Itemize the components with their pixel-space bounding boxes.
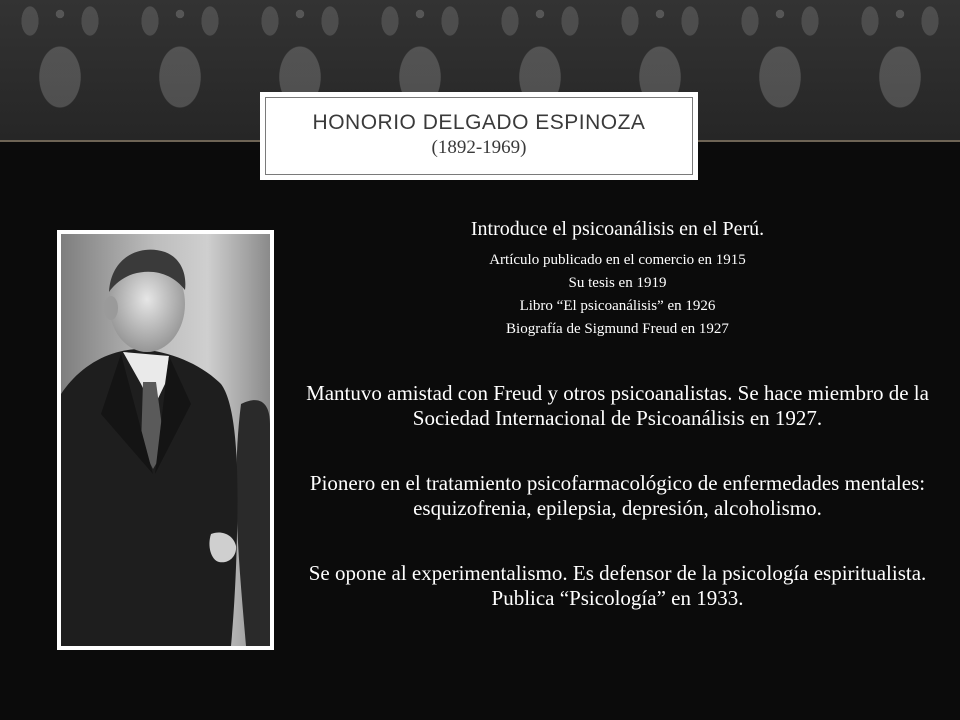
list-item: Su tesis en 1919 — [568, 275, 667, 291]
lead-line: Introduce el psicoanálisis en el Perú. — [470, 218, 765, 240]
slide-subtitle: (1892-1969) — [431, 137, 527, 158]
list-item: Biografía de Sigmund Freud en 1927 — [506, 321, 729, 337]
slide-title: HONORIO DELGADO ESPINOZA — [312, 111, 646, 134]
paragraph: Mantuvo amistad con Freud y otros psicoanalistas. Se hace miembro de la Sociedad Internacional de Psicoanálisis en 1927. — [306, 381, 929, 430]
portrait-illustration — [61, 234, 270, 646]
portrait-photo — [61, 234, 270, 646]
list-item: Artículo publicado en el comercio en 1915 — [489, 252, 746, 268]
list-item: Libro “El psicoanálisis” en 1926 — [519, 298, 716, 314]
paragraph: Se opone al experimentalismo. Es defensor de la psicología espiritualista. Publica “Psicología” en 1933. — [308, 561, 927, 610]
title-box — [260, 92, 698, 180]
slide-body — [300, 216, 935, 611]
title-inner-frame — [265, 97, 693, 175]
portrait-photo-frame — [57, 230, 274, 650]
paragraph: Pionero en el tratamiento psicofarmacológico de enfermedades mentales: esquizofrenia, epilepsia, depresión, alcoholismo. — [309, 471, 926, 520]
